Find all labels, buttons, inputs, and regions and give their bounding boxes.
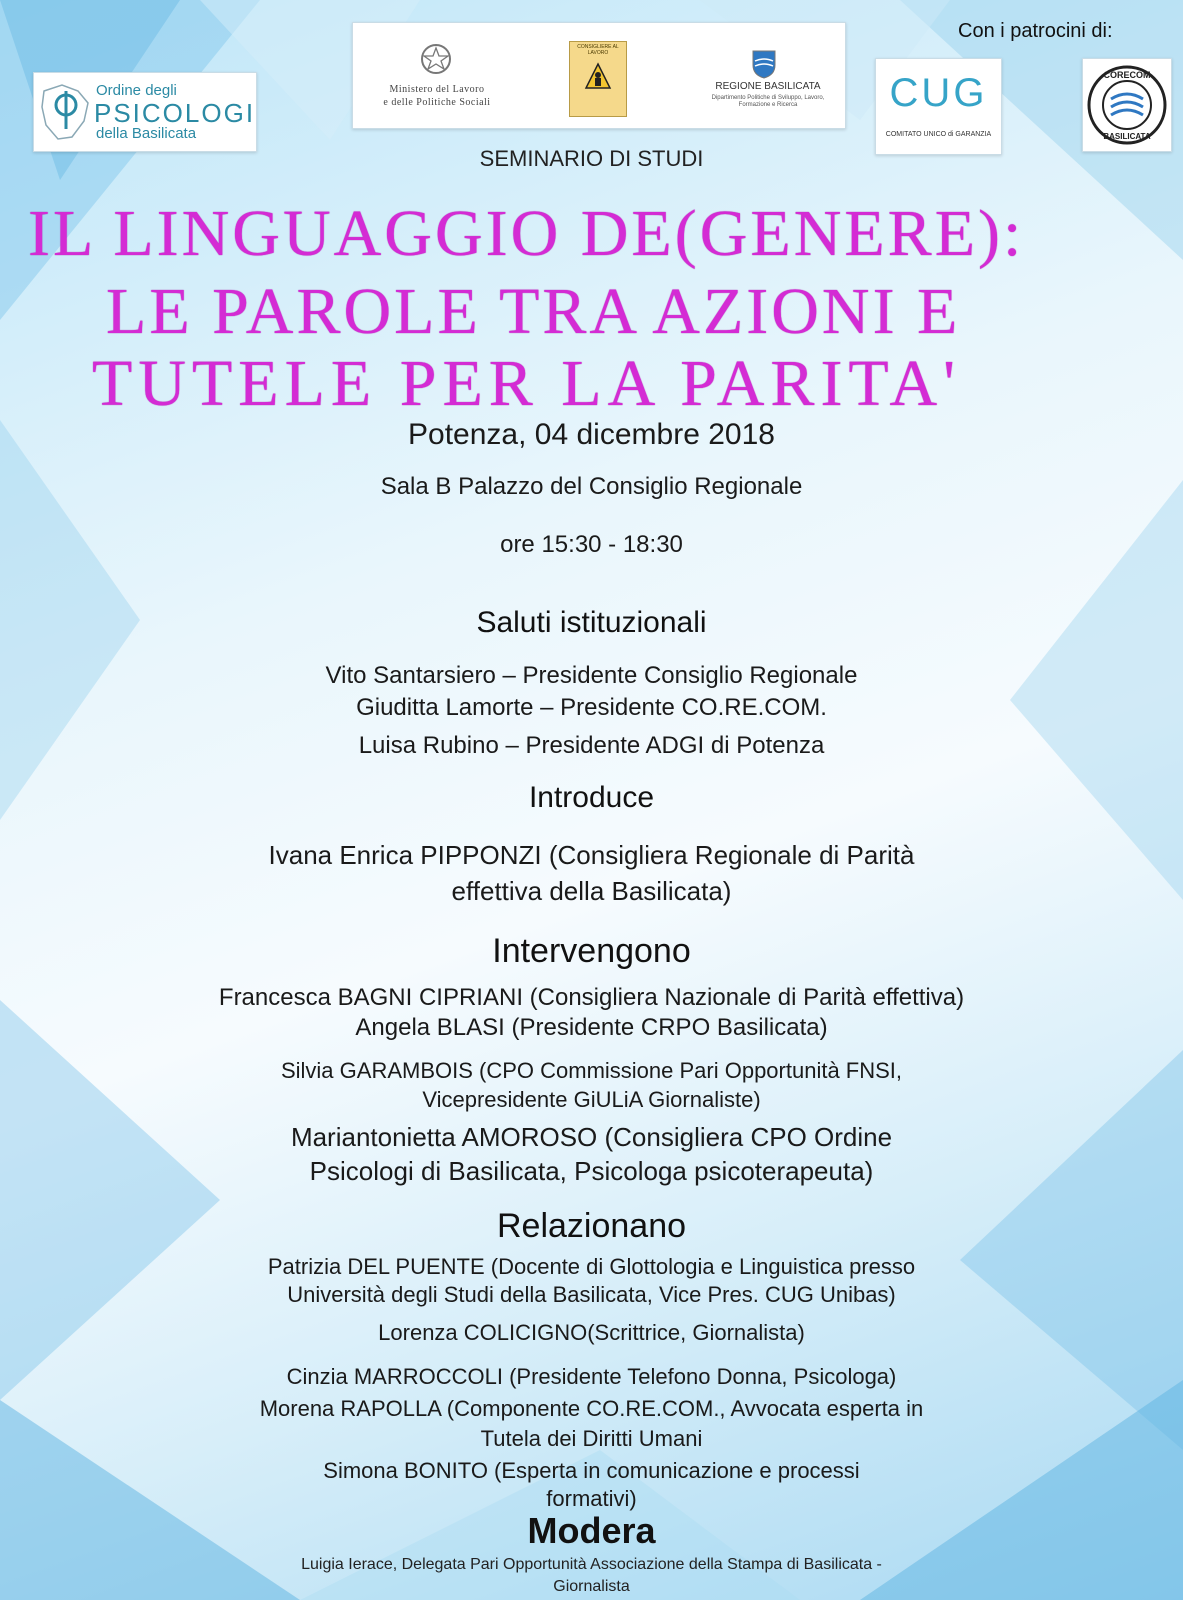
relazionano-line: Università degli Studi della Basilicata, Vice Pres. CUG Unibas) [287,1282,896,1307]
saluti-line: Luisa Rubino – Presidente ADGI di Potenza [358,732,825,759]
relazionano-line: formativi) [546,1486,637,1511]
corecom-bottom-text: BASILICATA [1103,132,1151,141]
relazionano-line: Simona BONITO (Esperta in comunicazione e processi [323,1458,860,1483]
cug-logo [875,58,1002,155]
ministero-line2: e delle Politiche Sociali [383,97,491,108]
ministero-banner [352,22,846,129]
introduce-line: effettiva della Basilicata) [451,876,732,906]
event-venue: Sala B Palazzo del Consiglio Regionale [380,473,803,500]
psicologi-line3: della Basilicata [96,125,197,142]
modera-heading: Modera [527,1510,656,1551]
relazionano-line: Cinzia MARROCCOLI (Presidente Telefono Donna, Psicologa) [286,1364,897,1389]
consigliere-logo [569,41,627,117]
regione-subtitle: Dipartimento Politiche di Sviluppo, Lavoro, Formazione e Ricerca [711,95,825,108]
title-line-1: IL LINGUAGGIO DE(GENERE): [28,197,1025,270]
corecom-seal-icon [1083,59,1171,151]
relazionano-line: Lorenza COLICIGNO(Scrittrice, Giornalista) [378,1320,805,1345]
ministero-text [367,83,507,109]
intervengono-line: Angela BLASI (Presidente CRPO Basilicata) [355,1014,828,1041]
ministero-line1: Ministero del Lavoro [389,84,485,95]
introduce-line: Ivana Enrica PIPPONZI (Consigliera Regionale di Parità [268,840,915,870]
relazionano-line: Patrizia DEL PUENTE (Docente di Glottologia e Linguistica presso [267,1254,916,1279]
introduce-heading: Introduce [528,781,655,814]
intervengono-line: Mariantonietta AMOROSO (Consigliera CPO Ordine [290,1122,893,1152]
relazionano-heading: Relazionano [496,1207,687,1245]
saluti-line: Vito Santarsiero – Presidente Consiglio Regionale [325,662,858,689]
saluti-line: Giuditta Lamorte – Presidente CO.RE.COM. [356,694,827,721]
regione-shield-icon [751,49,777,79]
relazionano-line: Morena RAPOLLA (Componente CO.RE.COM., Avvocata esperta in [259,1396,924,1421]
regione-text: REGIONE BASILICATA [715,81,821,92]
corecom-top-text: CORECOM [1103,70,1151,80]
corecom-logo [1082,58,1172,152]
cug-text: CUG [889,71,988,115]
italian-emblem-icon [419,41,453,77]
cug-subtitle: COMITATO UNICO di GARANZIA [885,131,992,138]
title-line-2: LE PAROLE TRA AZIONI E [106,275,961,348]
event-date: Potenza, 04 dicembre 2018 [408,418,775,451]
intervengono-line: Vicepresidente GiULiA Giornaliste) [422,1087,761,1112]
event-type: SEMINARIO DI STUDI [479,146,704,171]
intervengono-line: Psicologi di Basilicata, Psicologa psicoterapeuta) [309,1156,874,1186]
modera-line: Giornalista [553,1578,630,1595]
psicologi-line1: Ordine degli [96,82,177,99]
saluti-heading: Saluti istituzionali [476,606,707,639]
patrocini-label: Con i patrocini di: [958,20,1113,42]
event-time: ore 15:30 - 18:30 [500,531,683,558]
warning-sign-icon [584,62,612,92]
intervengono-line: Francesca BAGNI CIPRIANI (Consigliera Nazionale di Parità effettiva) [218,984,965,1011]
relazionano-line: Tutela dei Diritti Umani [480,1426,703,1451]
consigliere-text: CONSIGLIERE AL LAVORO [577,44,619,56]
psicologi-line2: PSICOLOGI [94,98,256,128]
modera-line: Luigia Ierace, Delegata Pari Opportunità Associazione della Stampa di Basilicata - [301,1556,882,1573]
psicologi-logo [33,72,257,152]
title-line-3: TUTELE PER LA PARITA' [92,347,962,420]
intervengono-heading: Intervengono [492,932,691,970]
basilicata-map-icon [38,81,94,145]
intervengono-line: Silvia GARAMBOIS (CPO Commissione Pari Opportunità FNSI, [280,1058,903,1083]
